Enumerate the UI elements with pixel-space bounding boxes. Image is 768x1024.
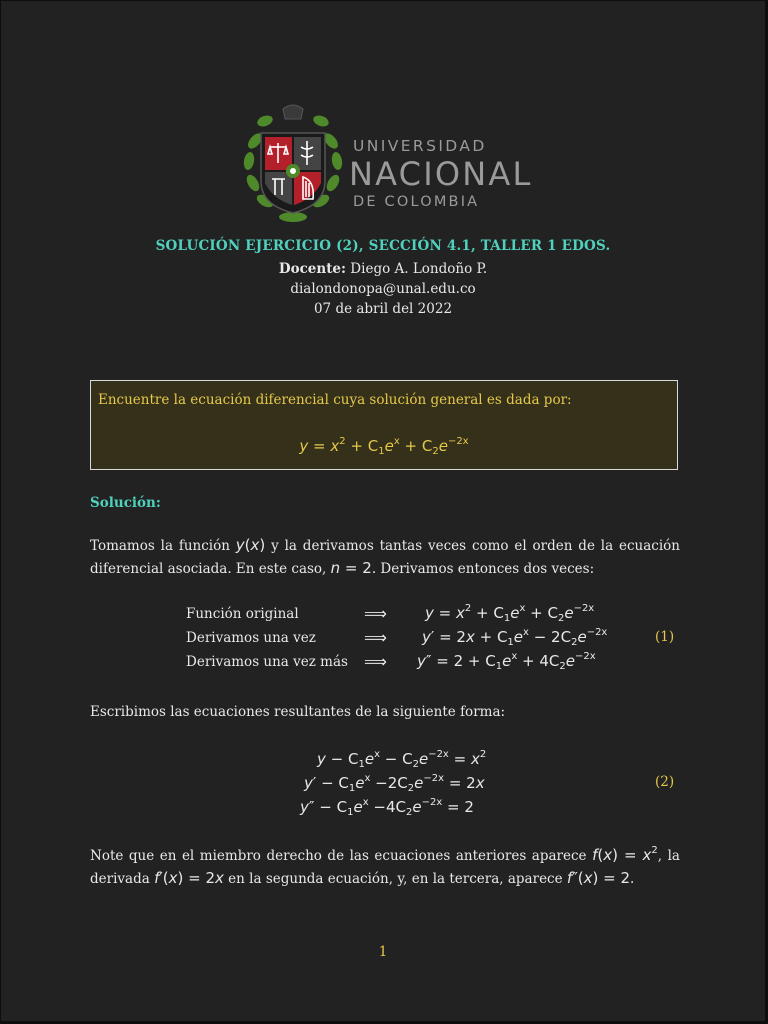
math-token: − C bbox=[380, 750, 413, 768]
math-token: 1 bbox=[348, 783, 356, 794]
math-token: 2 bbox=[405, 807, 413, 818]
solution-heading: Solución: bbox=[90, 495, 161, 511]
document-title: SOLUCIÓN EJERCICIO (2), SECCIÓN 4.1, TALLER 1 EDOS. bbox=[155, 238, 611, 254]
math-token: y bbox=[235, 536, 245, 554]
math-token: + C bbox=[525, 604, 558, 622]
math-token: + C bbox=[474, 628, 508, 646]
problem-statement-box bbox=[90, 380, 678, 470]
math-token: x bbox=[168, 869, 178, 887]
math-token: y bbox=[317, 750, 326, 768]
math-token: −2x bbox=[428, 749, 449, 760]
math-token: x bbox=[583, 869, 593, 887]
paragraph-1-text-c: . Derivamos entonces dos veces: bbox=[371, 561, 595, 577]
math-token: ( bbox=[597, 846, 604, 864]
paragraph-2: Escribimos las ecuaciones resultantes de la siguiente forma: bbox=[90, 704, 506, 720]
math-token: ″( bbox=[572, 869, 584, 887]
math-token: −2x bbox=[447, 436, 469, 447]
math-token: x bbox=[215, 869, 224, 887]
paragraph-3-text-a: Note que en el miembro derecho de las ecuaciones anteriores aparece bbox=[90, 848, 593, 864]
math-token: x bbox=[511, 651, 518, 662]
math-token: − C bbox=[325, 750, 359, 768]
system1-equation-1 bbox=[425, 604, 594, 622]
math-token: e bbox=[577, 628, 587, 646]
math-token: ) = 2 bbox=[592, 869, 631, 887]
math-token: x bbox=[603, 846, 613, 864]
math-token: x bbox=[470, 750, 480, 768]
math-token: y bbox=[422, 628, 431, 646]
math-token: f bbox=[154, 869, 160, 887]
logo-line-2: NACIONAL bbox=[349, 155, 533, 193]
math-f-of-x bbox=[592, 846, 658, 864]
math-token: e bbox=[564, 604, 574, 622]
math-token: ′ − C bbox=[312, 774, 349, 792]
math-token: 1 bbox=[347, 807, 354, 818]
math-token: x bbox=[364, 773, 371, 784]
math-token: x bbox=[475, 774, 485, 792]
math-token: x bbox=[393, 436, 400, 447]
math-token: = bbox=[448, 750, 471, 768]
math-token: + C bbox=[399, 437, 433, 455]
system2-equation-2 bbox=[304, 774, 485, 792]
system1-equation-2 bbox=[422, 628, 607, 646]
math-token: + 4C bbox=[517, 652, 560, 670]
paragraph-3 bbox=[90, 844, 680, 890]
math-token: x bbox=[250, 536, 260, 554]
math-token: 2 bbox=[339, 436, 346, 447]
math-y-of-x bbox=[236, 536, 266, 554]
system2-equation-1 bbox=[317, 750, 486, 768]
math-token: e bbox=[418, 750, 429, 768]
math-token: x bbox=[456, 604, 465, 622]
math-token: y bbox=[425, 604, 434, 622]
math-token: 2 bbox=[651, 845, 658, 856]
math-token: −2x bbox=[573, 603, 595, 614]
math-token: = 2 bbox=[444, 774, 476, 792]
math-token: − 2C bbox=[528, 628, 572, 646]
docente-email: dialondonopa@unal.edu.co bbox=[290, 281, 476, 297]
math-token: + C bbox=[471, 604, 504, 622]
math-token: 2 bbox=[412, 759, 419, 770]
math-token: 2 bbox=[479, 749, 487, 760]
math-token: x bbox=[374, 749, 380, 760]
math-token: 1 bbox=[358, 759, 365, 770]
math-token: ′( bbox=[159, 869, 169, 887]
math-token: −2x bbox=[421, 797, 443, 808]
logo-line-3: DE COLOMBIA bbox=[353, 194, 480, 210]
math-token: 2 bbox=[571, 637, 578, 648]
document-page bbox=[1, 1, 765, 1021]
math-token: = bbox=[308, 437, 331, 455]
page-number: 1 bbox=[378, 944, 388, 960]
paragraph-1 bbox=[90, 534, 680, 580]
math-token: e bbox=[414, 774, 424, 792]
math-token: −2x bbox=[423, 773, 445, 784]
logo-line-1: UNIVERSIDAD bbox=[353, 137, 487, 155]
math-token: y bbox=[300, 798, 309, 816]
math-token: x bbox=[642, 846, 652, 864]
math-token: e bbox=[384, 437, 394, 455]
math-token: n bbox=[330, 559, 341, 577]
math-token: ( bbox=[244, 536, 251, 554]
docente-line bbox=[1, 261, 765, 277]
math-token: 1 bbox=[507, 637, 514, 648]
document-date: 07 de abril del 2022 bbox=[313, 301, 453, 317]
math-f-prime bbox=[154, 869, 224, 887]
math-token: e bbox=[565, 652, 575, 670]
paragraph-1-text-a: Tomamos la función bbox=[90, 538, 236, 554]
math-token: e bbox=[438, 437, 448, 455]
implies-arrow-2: ⟹ bbox=[364, 628, 387, 647]
math-token: x bbox=[519, 603, 526, 614]
math-token: y bbox=[299, 437, 309, 455]
math-token: e bbox=[355, 774, 365, 792]
implies-arrow-3: ⟹ bbox=[364, 652, 387, 671]
math-token: 1 bbox=[378, 446, 385, 457]
math-token: x bbox=[523, 627, 529, 638]
math-token: e bbox=[364, 750, 375, 768]
paragraph-3-text-d: . bbox=[630, 871, 635, 887]
math-token: = bbox=[433, 604, 456, 622]
math-token: ) = 2 bbox=[177, 869, 215, 887]
implies-arrow-1: ⟹ bbox=[364, 604, 387, 623]
math-token: ) bbox=[259, 536, 266, 554]
math-token: −2C bbox=[370, 774, 408, 792]
paragraph-1-text-b: y la derivamos tantas veces como el orden de la ecuación diferencial asociada. En este caso, bbox=[90, 538, 680, 577]
general-solution-equation bbox=[91, 437, 677, 455]
paragraph-3-text-b: , la derivada bbox=[90, 848, 680, 887]
math-token: e bbox=[513, 628, 524, 646]
university-crest-logo bbox=[241, 101, 345, 229]
math-token: 1 bbox=[495, 661, 503, 672]
math-token: x bbox=[330, 437, 340, 455]
math-token: 2 bbox=[432, 446, 439, 457]
math-token: = 2 bbox=[340, 559, 372, 577]
math-token: 2 bbox=[557, 613, 565, 624]
math-token: −4C bbox=[368, 798, 406, 816]
system2-equation-3 bbox=[300, 798, 474, 816]
math-token: e bbox=[353, 798, 363, 816]
math-token: 1 bbox=[503, 613, 511, 624]
problem-text: Encuentre la ecuación diferencial cuya solución general es dada por: bbox=[98, 392, 572, 408]
math-token: ″ − C bbox=[308, 798, 348, 816]
math-token: ′ = 2 bbox=[430, 628, 466, 646]
math-token: e bbox=[510, 604, 520, 622]
math-token: e bbox=[502, 652, 512, 670]
equation-number-2: (2) bbox=[655, 774, 675, 790]
system1-label-1: Función original bbox=[186, 606, 299, 622]
math-token: −2x bbox=[586, 627, 608, 638]
math-token: f bbox=[566, 869, 573, 887]
math-token: 2 bbox=[559, 661, 566, 672]
math-token: y bbox=[304, 774, 313, 792]
math-token: x bbox=[465, 628, 475, 646]
math-token: −2x bbox=[575, 651, 596, 662]
paragraph-3-text-c: en la segunda ecuación, y, en la tercera, aparece bbox=[223, 871, 567, 887]
math-token: y bbox=[417, 652, 426, 670]
math-f-double-prime bbox=[567, 869, 630, 887]
math-token: f bbox=[592, 846, 598, 864]
system1-label-2: Derivamos una vez bbox=[186, 630, 316, 646]
math-token: x bbox=[362, 797, 369, 808]
math-token: 2 bbox=[464, 603, 472, 614]
docente-name: Diego A. Londoño P. bbox=[346, 261, 488, 277]
docente-label: Docente: bbox=[278, 261, 347, 277]
math-token: ) = bbox=[612, 846, 643, 864]
math-n-equals-2 bbox=[331, 559, 372, 577]
system1-equation-3 bbox=[417, 652, 596, 670]
math-token: e bbox=[412, 798, 422, 816]
math-token: = 2 bbox=[442, 798, 474, 816]
math-token: 2 bbox=[407, 783, 415, 794]
math-token: ″ = 2 + C bbox=[425, 652, 496, 670]
system1-label-3: Derivamos una vez más bbox=[186, 654, 348, 670]
math-token: + C bbox=[345, 437, 379, 455]
equation-number-1: (1) bbox=[655, 629, 675, 645]
